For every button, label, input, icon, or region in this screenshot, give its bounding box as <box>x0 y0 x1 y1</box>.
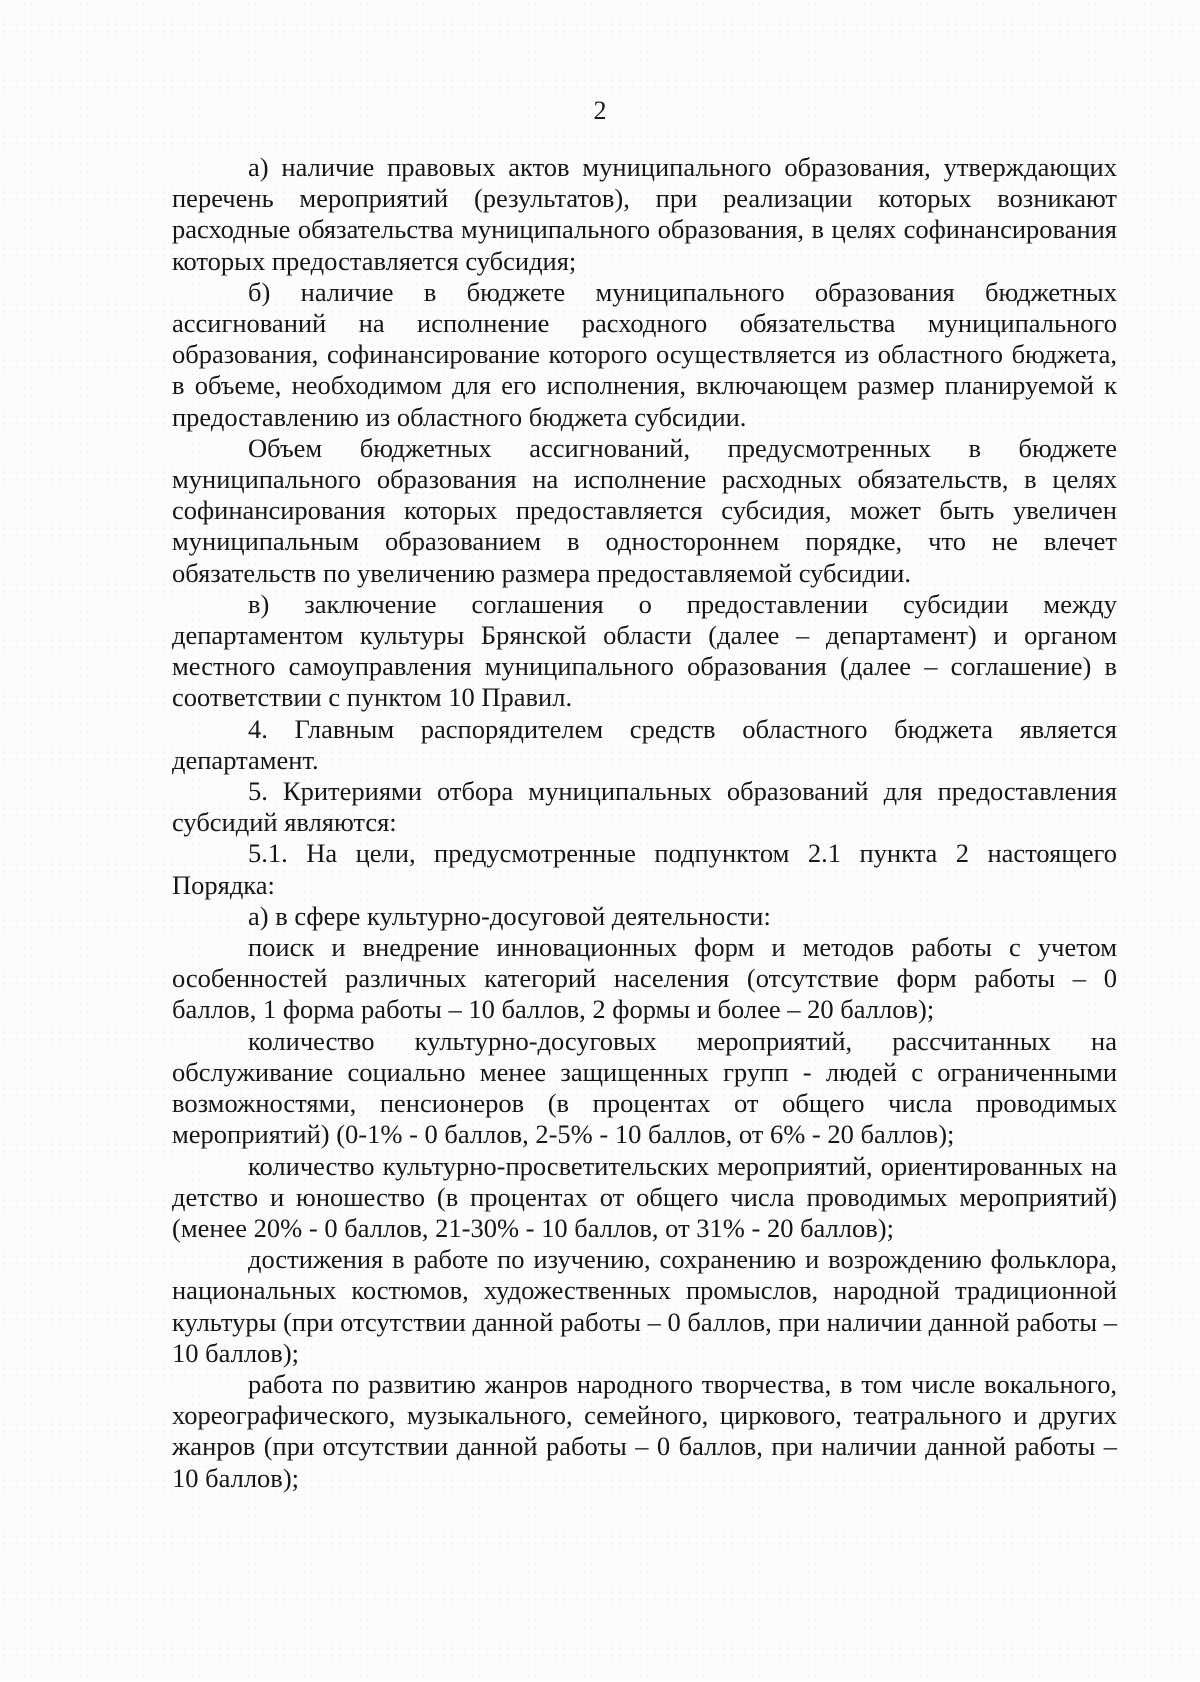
paragraph-a-legal-acts: а) наличие правовых актов муниципального образования, утверждающих перечень мероприятий (результатов), при реализации которых возникают расходные обязательства муниципального образования, в целях софинансирования которых предоставляется субсидия; <box>172 152 1117 276</box>
paragraph-innovative-forms: поиск и внедрение инновационных форм и методов работы с учетом особенностей различных категорий населения (отсутствие форм работы – 0 баллов, 1 форма работы – 10 баллов, 2 формы и более – 20 баллов); <box>172 932 1117 1025</box>
paragraph-4-chief-administrator: 4. Главным распорядителем средств областного бюджета является департамент. <box>172 713 1117 775</box>
paragraph-folklore: достижения в работе по изучению, сохранению и возрождению фольклора, национальных костюмов, художественных промыслов, народной традиционной культуры (при отсутствии данной работы – 0 баллов, при наличии данной работы – 10 баллов); <box>172 1244 1117 1368</box>
paragraph-v-agreement: в) заключение соглашения о предоставлении субсидии между департаментом культуры Брянской области (далее – департамент) и органом местного самоуправления муниципального образования (далее – соглашение) в соответствии с пунктом 10 Правил. <box>172 588 1117 713</box>
paragraph-folk-genres: работа по развитию жанров народного творчества, в том числе вокального, хореографического, музыкального, семейного, циркового, театрального и других жанров (при отсутствии данной работы – 0 баллов, при наличии данной работы – 10 баллов); <box>172 1368 1117 1493</box>
paragraph-youth-events: количество культурно-просветительских мероприятий, ориентированных на детство и юношество (в процентах от общего числа проводимых мероприятий) (менее 20% - 0 баллов, 21-30% - 10 баллов, от 31% - 20 баллов); <box>172 1150 1117 1243</box>
paragraph-b-budget-allocations: б) наличие в бюджете муниципального образования бюджетных ассигнований на исполнение расходного обязательства муниципального образования, софинансирование которого осуществляется из областного бюджета, в объеме, необходимом для его исполнения, включающем размер планируемой к предоставлению из областного бюджета субсидии. <box>172 276 1117 432</box>
paragraph-budget-volume: Объем бюджетных ассигнований, предусмотренных в бюджете муниципального образования на исполнение расходных обязательств, в целях софинансирования которых предоставляется субсидия, может быть увеличен муниципальным образованием в одностороннем порядке, что не влечет обязательств по увеличению размера предоставляемой субсидии. <box>172 432 1117 588</box>
paragraph-a-cultural-leisure: а) в сфере культурно-досуговой деятельности: <box>248 900 771 931</box>
page-number: 2 <box>593 96 607 125</box>
paragraph-5-1-purposes: 5.1. На цели, предусмотренные подпунктом 2.1 пункта 2 настоящего Порядка: <box>172 838 1117 900</box>
paragraph-social-events: количество культурно-досуговых мероприятий, рассчитанных на обслуживание социально менее защищенных групп - людей с ограниченными возможностями, пенсионеров (в процентах от общего числа проводимых мероприятий) (0-1% - 0 баллов, 2-5% - 10 баллов, от 6% - 20 баллов); <box>172 1025 1117 1150</box>
paragraph-5-selection-criteria: 5. Критериями отбора муниципальных образований для предоставления субсидий являются: <box>172 776 1117 838</box>
document-body <box>172 152 1117 1494</box>
